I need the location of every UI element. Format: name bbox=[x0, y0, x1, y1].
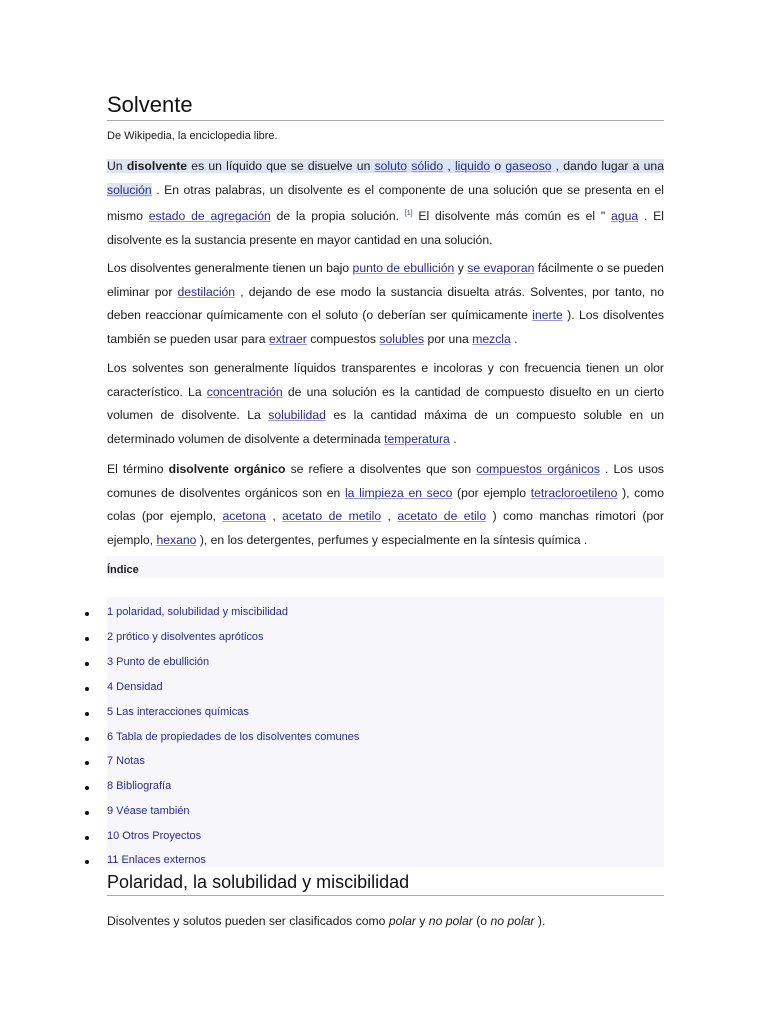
toc-item[interactable]: 11 Enlaces externos bbox=[107, 854, 206, 866]
paragraph-2: Los disolventes generalmente tienen un bajo punto de ebullición y se evaporan fácilmente o se pueden eliminar por destilación , dejando de ese modo la sustancia disuelta atrás. Solventes, por tanto, no deben reaccionar químicamente con el soluto (o deberían ser químicamente inerte ). Los disolventes también se pueden usar para extraer compuestos solubles por una mezcla . bbox=[107, 261, 664, 346]
link-concentracion[interactable]: concentración bbox=[206, 384, 283, 399]
link-limpieza-seco[interactable]: la limpieza en seco bbox=[344, 485, 453, 500]
link-temperatura[interactable]: temperatura bbox=[384, 431, 450, 446]
link-solubles[interactable]: solubles bbox=[379, 331, 425, 346]
bullet-icon bbox=[85, 786, 89, 790]
toc-item[interactable]: 8 Bibliografía bbox=[107, 780, 171, 792]
toc-item[interactable]: 1 polaridad, solubilidad y miscibilidad bbox=[107, 606, 288, 618]
paragraph-intro: Un disolvente es un líquido que se disuelve un soluto sólido , liquido o gaseoso , dando lugar a una solución . En otras palabras, un disolvente es el componente de una solución que se presenta en el mismo estado de agregación de la propia solución. [1] El disolvente más común es el " agua . El disolvente es la sustancia presente en mayor cantidad en una solución. bbox=[107, 159, 665, 247]
link-tetracloroetileno[interactable]: tetracloroetileno bbox=[530, 485, 618, 500]
toc-item[interactable]: 4 Densidad bbox=[107, 681, 163, 693]
section-heading-polaridad: Polaridad, la solubilidad y miscibilidad bbox=[107, 869, 664, 896]
link-estado-agregacion[interactable]: estado de agregación bbox=[148, 209, 271, 224]
link-extraer[interactable]: extraer bbox=[268, 331, 307, 346]
bullet-icon bbox=[85, 687, 89, 691]
link-evaporan[interactable]: se evaporan bbox=[467, 261, 535, 275]
toc-item[interactable]: 9 Véase también bbox=[107, 805, 190, 817]
bullet-icon bbox=[85, 836, 89, 840]
toc-item[interactable]: 2 prótico y disolventes apróticos bbox=[107, 631, 264, 643]
term-disolvente: disolvente bbox=[126, 159, 188, 173]
bullet-icon bbox=[85, 612, 89, 616]
bullet-icon bbox=[85, 662, 89, 666]
link-solucion[interactable]: solución bbox=[107, 182, 152, 197]
link-compuestos-organicos[interactable]: compuestos orgánicos bbox=[476, 462, 600, 476]
link-inerte[interactable]: inerte bbox=[532, 308, 563, 323]
term-disolvente-organico: disolvente orgánico bbox=[168, 462, 286, 476]
link-liquido[interactable]: liquido bbox=[454, 159, 491, 173]
link-solido[interactable]: sólido bbox=[411, 159, 444, 173]
link-acetona[interactable]: acetona bbox=[222, 509, 266, 524]
subtitle: De Wikipedia, la enciclopedia libre. bbox=[107, 130, 278, 142]
link-agua[interactable]: agua bbox=[611, 209, 639, 224]
paragraph-4: El término disolvente orgánico se refiere a disolventes que son compuestos orgánicos . Los usos comunes de disolventes orgánicos son en la limpieza en seco (por ejemplo tetracloroetileno ), como colas (por ejemplo, acetona , acetato de metilo , acetato de etilo ) como manchas rimotori (por ejemplo, hexano ), en los detergentes, perfumes y especialmente en la síntesis química . bbox=[107, 462, 664, 547]
link-acetato-metilo[interactable]: acetato de metilo bbox=[282, 509, 382, 524]
link-destilacion[interactable]: destilación bbox=[177, 284, 236, 299]
link-mezcla[interactable]: mezcla bbox=[472, 331, 511, 346]
link-gaseoso[interactable]: gaseoso bbox=[505, 159, 552, 173]
bullet-icon bbox=[85, 712, 89, 716]
bullet-icon bbox=[85, 811, 89, 815]
toc-item[interactable]: 10 Otros Proyectos bbox=[107, 830, 201, 842]
reference-1[interactable]: [1] bbox=[404, 210, 413, 218]
paragraph-3: Los solventes son generalmente líquidos transparentes e incoloras y con frecuencia tienen un olor característico. La concentración de una solución es la cantidad de compuesto disuelto en un cierto volumen de disolvente. La solubilidad es la cantidad máxima de un compuesto soluble en un determinado volumen de disolvente a determinada temperatura . bbox=[107, 361, 664, 446]
link-hexano[interactable]: hexano bbox=[156, 532, 197, 547]
link-acetato-etilo[interactable]: acetato de etilo bbox=[397, 509, 487, 524]
toc-item[interactable]: 5 Las interacciones químicas bbox=[107, 706, 249, 718]
link-punto-ebullicion[interactable]: punto de ebullición bbox=[352, 261, 455, 275]
link-soluto[interactable]: soluto bbox=[374, 159, 408, 173]
toc-item[interactable]: 7 Notas bbox=[107, 755, 145, 767]
toc-title: Índice bbox=[107, 564, 139, 576]
toc-item[interactable]: 6 Tabla de propiedades de los disolventes comunes bbox=[107, 731, 359, 743]
paragraph-polaridad: Disolventes y solutos pueden ser clasificados como polar y no polar (o no polar ). bbox=[107, 914, 546, 928]
toc-item[interactable]: 3 Punto de ebullición bbox=[107, 656, 209, 668]
link-solubilidad[interactable]: solubilidad bbox=[268, 408, 326, 423]
bullet-icon bbox=[85, 761, 89, 765]
bullet-icon bbox=[85, 860, 89, 864]
bullet-icon bbox=[85, 737, 89, 741]
page-title: Solvente bbox=[107, 90, 664, 121]
bullet-icon bbox=[85, 637, 89, 641]
toc-header bbox=[107, 556, 664, 578]
